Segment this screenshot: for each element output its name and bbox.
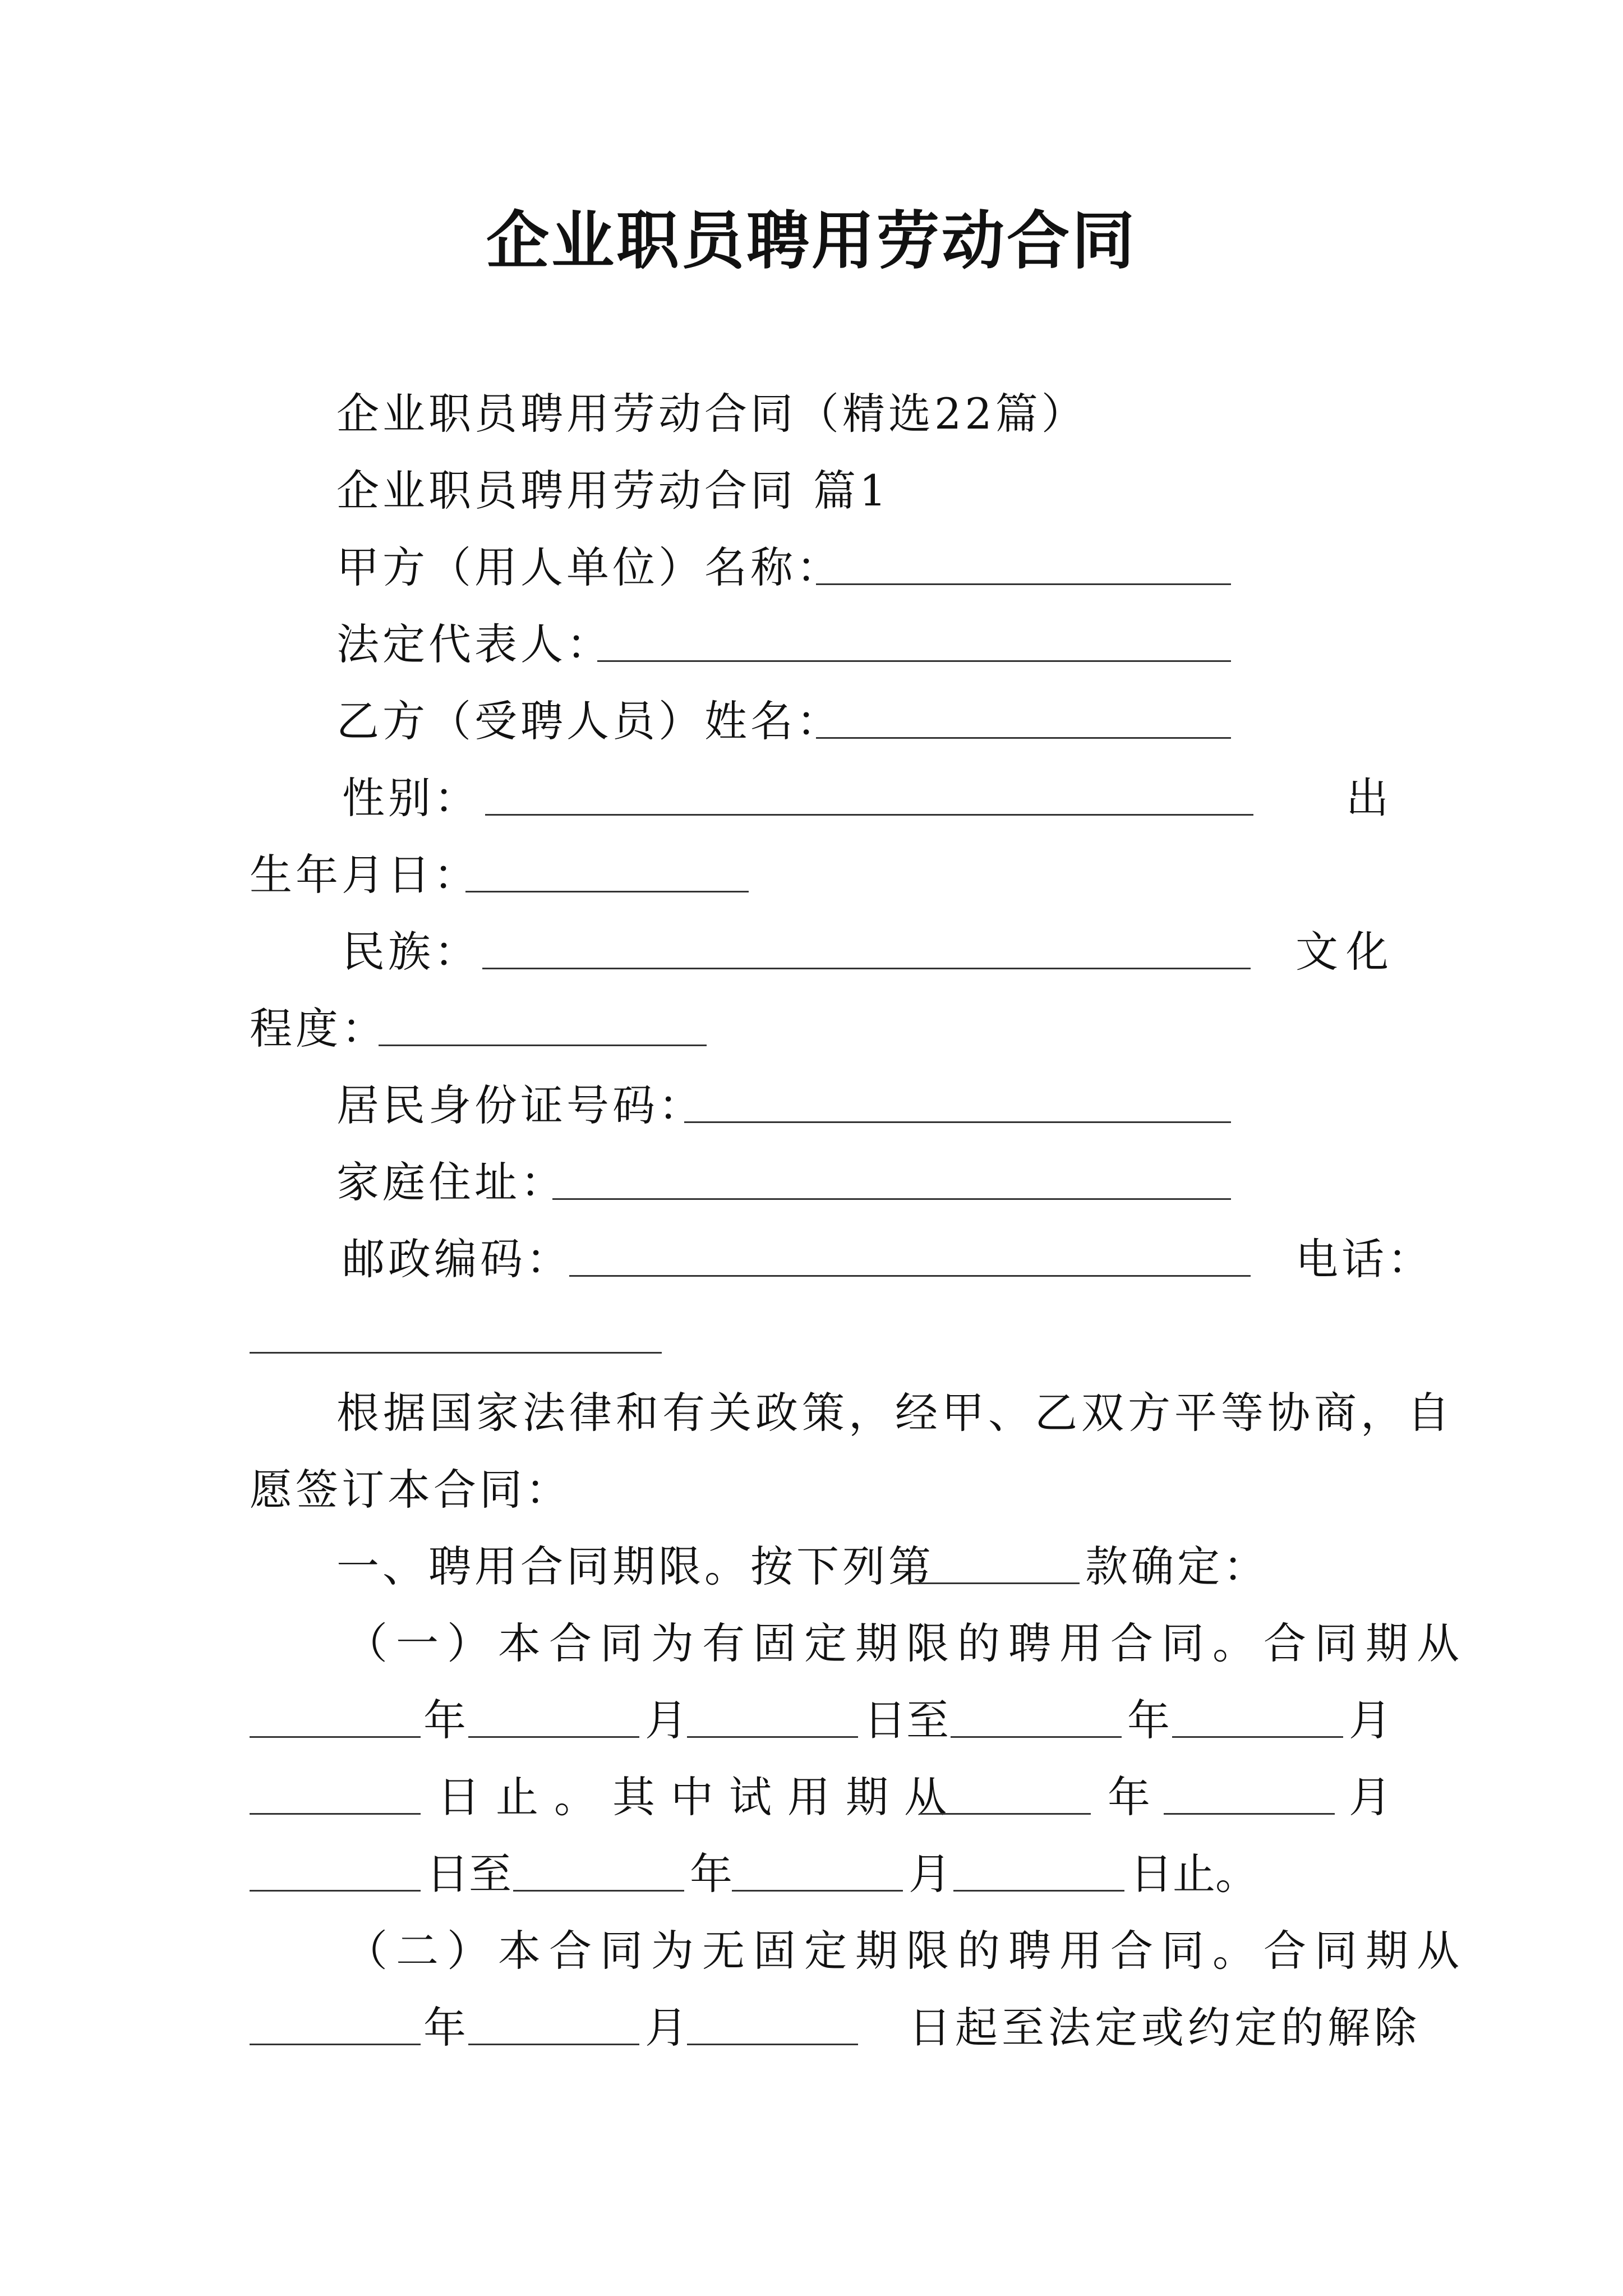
id-number-blank[interactable] [684, 1121, 1231, 1123]
c12-tail-text: 日起至法定或约定的解除 [909, 2003, 1421, 2053]
phone-blank[interactable] [250, 1352, 662, 1354]
phone-label: 电话： [1295, 1234, 1433, 1284]
ethnicity-label: 民族： [342, 927, 480, 977]
postcode-blank[interactable] [569, 1275, 1251, 1277]
c11-end-month-blank[interactable] [1172, 1736, 1343, 1738]
c11-trial-end-month-blank[interactable] [732, 1890, 903, 1892]
legal-rep-label: 法定代表人： [336, 619, 612, 669]
party-b-label: 乙方（受聘人员）姓名： [336, 696, 842, 746]
c11-month-label-3: 月 [1349, 1772, 1391, 1822]
c12-month-label: 月 [645, 2003, 688, 2053]
c11-month-label-1: 月 [645, 1695, 688, 1745]
c11-year-label-1: 年 [423, 1695, 466, 1745]
postcode-label: 邮政编码： [342, 1234, 572, 1284]
address-label: 家庭住址： [336, 1157, 566, 1207]
c11-trial-day-blank[interactable] [250, 1890, 421, 1892]
gender-label: 性别： [342, 773, 480, 823]
legal-rep-blank[interactable] [597, 660, 1231, 662]
clause1-text-a: 一、聘用合同期限。按下列第 [336, 1542, 934, 1591]
clause1-blank[interactable] [909, 1582, 1080, 1584]
party-a-label: 甲方（用人单位）名称： [336, 542, 842, 592]
c12-month-blank[interactable] [468, 2044, 639, 2045]
c11-year-label-3: 年 [1108, 1772, 1150, 1822]
intro-paragraph-line1: 根据国家法律和有关政策，经甲、乙双方平等协商，自 [336, 1388, 1454, 1438]
c11-day-end-label: 日止。 [1130, 1849, 1258, 1899]
clause1-2-line1: （二）本合同为无固定期限的聘用合同。合同期从 [345, 1926, 1468, 1976]
id-number-label: 居民身份证号码： [336, 1080, 704, 1130]
education-label-suffix: 程度： [250, 1004, 388, 1053]
document-title: 企业职员聘用劳动合同 [486, 204, 1137, 278]
c12-day-blank[interactable] [687, 2044, 858, 2045]
c11-start-month-blank[interactable] [468, 1736, 639, 1738]
c11-day-to-label: 日至 [864, 1695, 949, 1745]
c11-day-to-label-2: 日至 [426, 1849, 511, 1899]
education-blank[interactable] [379, 1045, 707, 1046]
clause1-text-b: 款确定： [1085, 1542, 1269, 1591]
party-a-blank[interactable] [816, 583, 1231, 585]
c12-year-blank[interactable] [250, 2044, 421, 2045]
party-b-blank[interactable] [816, 737, 1231, 739]
c12-year-label: 年 [423, 2003, 466, 2053]
c11-trial-end-day-blank[interactable] [953, 1890, 1124, 1892]
c11-start-year-blank[interactable] [250, 1736, 421, 1738]
intro-paragraph-line2: 愿签订本合同： [250, 1465, 571, 1515]
c11-year-label-4: 年 [690, 1849, 732, 1899]
section-heading: 企业职员聘用劳动合同 篇1 [336, 466, 890, 516]
document-subtitle: 企业职员聘用劳动合同（精选22篇） [336, 389, 1087, 439]
gender-blank[interactable] [485, 814, 1253, 816]
c11-month-label-4: 月 [909, 1849, 951, 1899]
birth-label-suffix: 生年月日： [250, 850, 479, 900]
c11-trial-end-year-blank[interactable] [513, 1890, 684, 1892]
c11-end-day-blank[interactable] [250, 1813, 421, 1815]
c11-month-label-2: 月 [1349, 1695, 1391, 1745]
c11-end-year-blank[interactable] [951, 1736, 1122, 1738]
c11-trial-label: 日止。其中试用期从 [437, 1772, 962, 1822]
c11-year-label-2: 年 [1127, 1695, 1170, 1745]
education-label-prefix: 文化 [1295, 927, 1396, 977]
ethnicity-blank[interactable] [482, 968, 1251, 969]
c11-trial-year-blank[interactable] [920, 1813, 1091, 1815]
clause1-1-line1: （一）本合同为有固定期限的聘用合同。合同期从 [345, 1618, 1468, 1668]
c11-trial-month-blank[interactable] [1164, 1813, 1335, 1815]
c11-start-day-blank[interactable] [687, 1736, 858, 1738]
birth-blank[interactable] [465, 891, 749, 892]
address-blank[interactable] [552, 1198, 1231, 1200]
birth-label-prefix: 出 [1346, 773, 1389, 823]
